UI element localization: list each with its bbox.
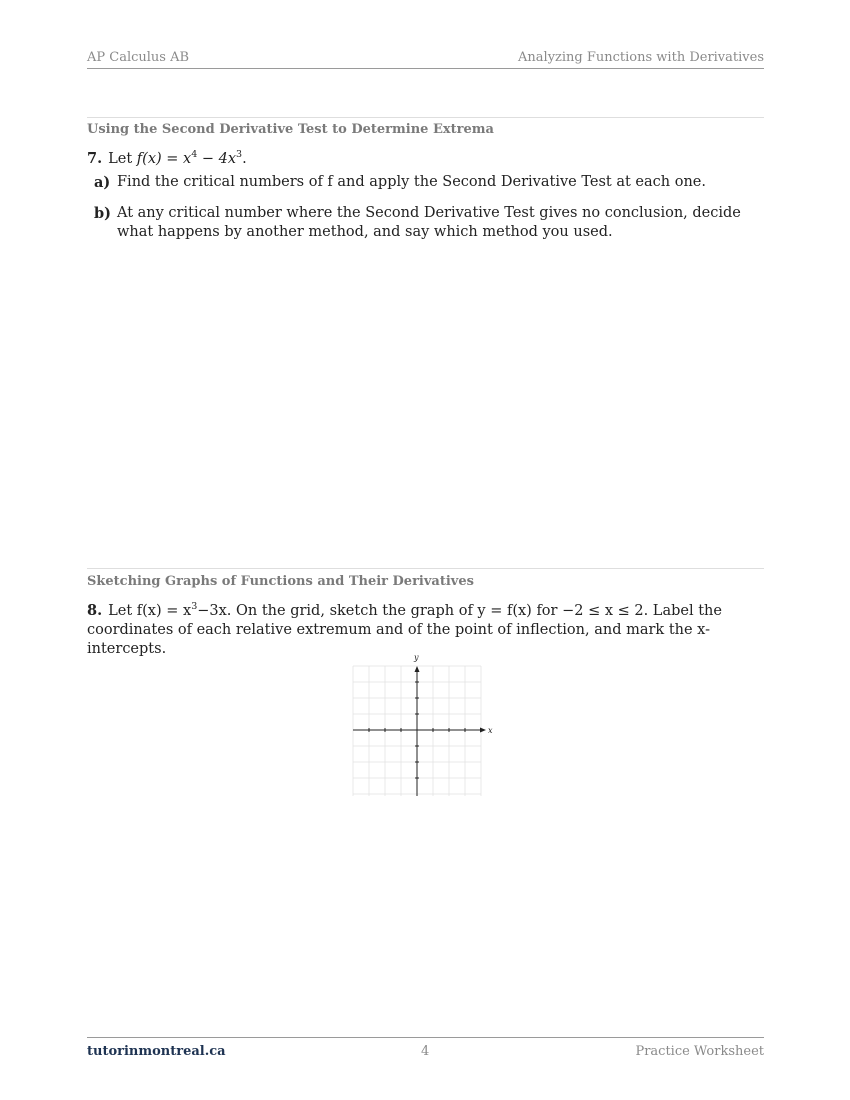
exponent: 3 [236,149,243,161]
problem-number: 8. [87,602,103,619]
section-title-second-derivative: Using the Second Derivative Test to Determine Extrema [87,122,494,137]
section-divider [87,568,764,569]
page-footer [87,1037,764,1058]
problem-7 [87,149,764,169]
course-name: AP Calculus AB [87,50,190,65]
page-number: 4 [421,1044,430,1059]
exponent: 4 [191,149,198,161]
unit-title: Analyzing Functions with Derivatives [518,50,764,65]
part-text: At any critical number where the Second Derivative Test gives no conclusion, decide what happens by another method, and say which method you used. [117,205,741,240]
coordinate-grid [340,650,500,800]
function-term: − 4x [197,151,237,167]
problem-number: 7. [87,150,103,167]
problem-7-part-a [88,173,764,192]
section-divider [87,117,764,118]
problem-text-continued: −3x. On the grid, sketch the graph of y = f(x) for −2 ≤ x ≤ 2. Label the coordinates of each relative extremum and of the point of inflection, and mark the x-intercepts. [87,603,722,657]
exponent: 3 [191,601,198,613]
problem-text: Let f(x) = x [108,603,192,619]
part-text: Find the critical numbers of f and apply the Second Derivative Test at each one. [117,174,706,190]
y-axis-label: y [414,653,419,662]
part-label: b) [94,205,111,222]
problem-7-part-b [88,204,764,242]
footer-label: Practice Worksheet [635,1044,764,1059]
page-header [87,50,764,69]
x-axis-label: x [488,726,493,735]
axes [353,668,484,796]
function-definition: f(x) = x [136,151,192,167]
function-end: . [242,151,247,167]
footer-site-link[interactable]: tutorinmontreal.ca [87,1044,226,1059]
problem-lead: Let [108,151,137,167]
grid-svg [340,650,500,800]
y-axis-arrow-icon [415,666,420,672]
section-title-sketching: Sketching Graphs of Functions and Their Derivatives [87,574,474,589]
part-label: a) [94,174,111,191]
x-axis-arrow-icon [480,728,486,733]
